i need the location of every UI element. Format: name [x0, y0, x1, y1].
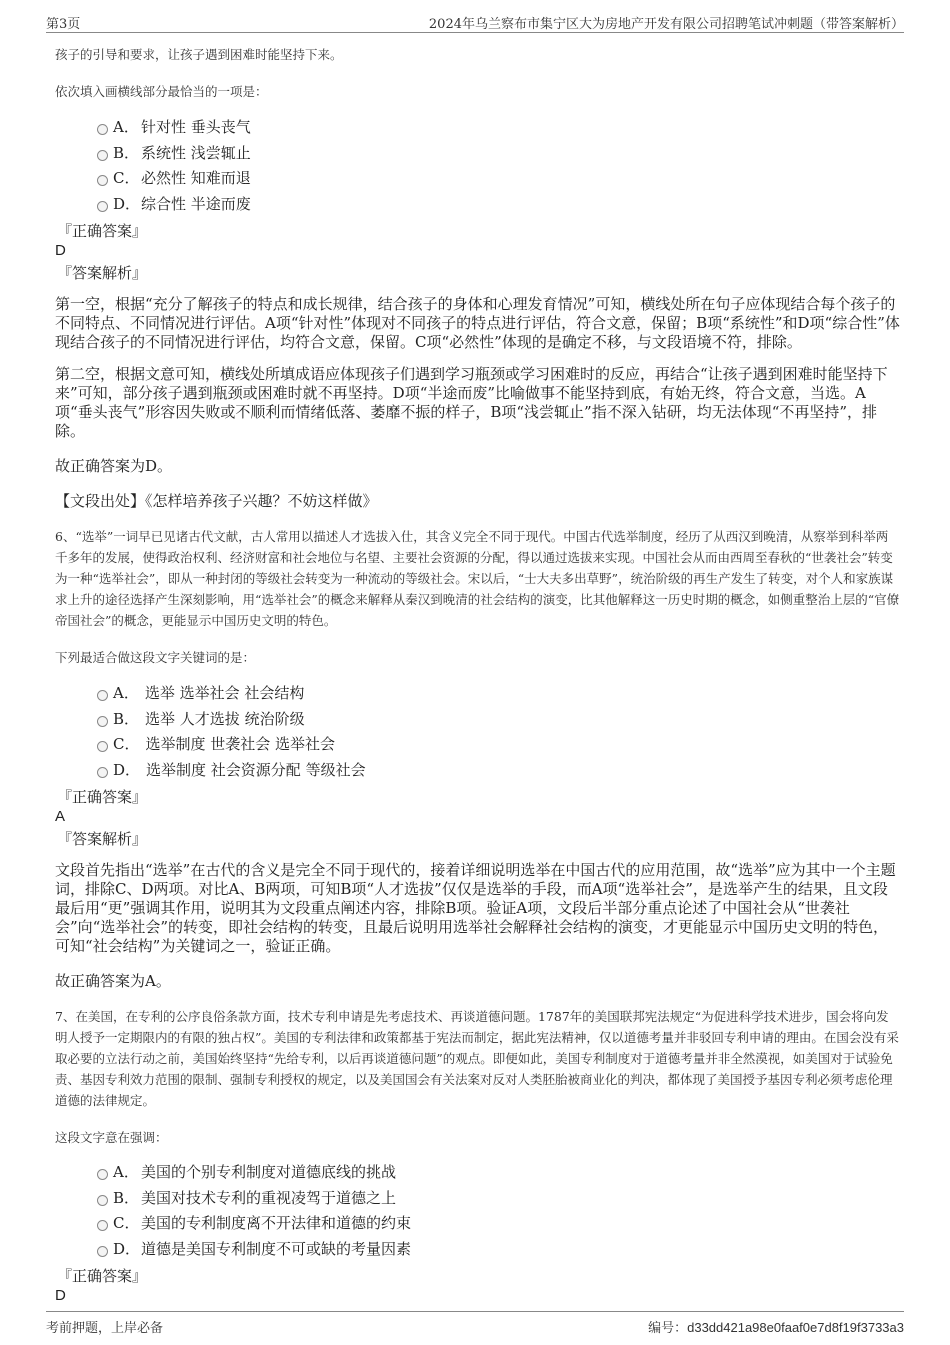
- q5-options: [55, 115, 900, 217]
- q6-prompt: 下列最适合做这段文字关键词的是：: [55, 650, 256, 665]
- q6-option-b[interactable]: B． 选举 人才选拔 统治阶级: [55, 707, 900, 733]
- radio-button[interactable]: [97, 1169, 108, 1180]
- page-footer: [46, 1311, 904, 1342]
- page-header: [46, 10, 904, 33]
- q6-answer-label: 『正确答案』: [57, 788, 148, 806]
- radio-button[interactable]: [97, 767, 108, 778]
- radio-button[interactable]: [97, 175, 108, 186]
- radio-button[interactable]: [97, 1220, 108, 1231]
- q5-analysis-p2: 第二空，根据文意可知，横线处所填成语应体现孩子们遇到学习瓶颈或学习困难时的反应，再结合“让孩子遇到困难时能坚持下来”可知，部分孩子遇到瓶颈或困难时就不再坚持。D项“半途而废”比喻做事不能坚持到底，有始无终，符合文意，当选。A项“垂头丧气”形容因失败或不顺利而情绪低落、萎靡不振的样子，B项“浅尝辄止”指不深入钻研，均无法体现“不再坚持”，排除。: [55, 365, 888, 440]
- q6-option-c[interactable]: C． 选举制度 世袭社会 选举社会: [55, 732, 900, 758]
- radio-button[interactable]: [97, 1246, 108, 1257]
- radio-button[interactable]: [97, 201, 108, 212]
- q6-analysis-p1: 文段首先指出“选举”在古代的含义是完全不同于现代的，接着详细说明选举在中国古代的应用范围，故“选举”应为其中一个主题词，排除C、D两项。对比A、B两项，可知B项“人才选拔”仅仅是选举的手段，而A项“选举社会”，是选举产生的结果，且文段最后用“更”强调其作用，说明其为文段重点阐述内容，排除B项。验证A项，文段后半部分重点论述了中国社会从“世袭社会”向“选举社会”的转变，即社会结构的转变，且最后说明用选举社会解释社会结构的演变，才更能显示中国历史文明的特色，可知“社会结构”为关键词之一，验证正确。: [55, 861, 896, 955]
- document-title: 2024年乌兰察布市集宁区大为房地产开发有限公司招聘笔试冲刺题（带答案解析）: [428, 17, 904, 32]
- q6-option-d[interactable]: D． 选举制度 社会资源分配 等级社会: [55, 758, 900, 784]
- q5-conclusion: 故正确答案为D。: [55, 457, 173, 475]
- q7-option-d[interactable]: D．道德是美国专利制度不可或缺的考量因素: [55, 1237, 900, 1263]
- q5-option-b[interactable]: B． 系统性 浅尝辄止: [55, 141, 900, 167]
- q7-answer: D: [55, 1287, 66, 1304]
- q5-option-c[interactable]: C． 必然性 知难而退: [55, 166, 900, 192]
- q5-analysis-label: 『答案解析』: [57, 264, 148, 282]
- q5-answer: D: [55, 242, 66, 259]
- document-id-label: 编号：: [648, 1320, 688, 1335]
- q7-option-a[interactable]: A． 美国的个别专利制度对道德底线的挑战: [55, 1160, 900, 1186]
- q6-options: [55, 681, 900, 783]
- q7-stem: 7、在美国，在专利的公序良俗条款方面，技术专利申请是先考虑技术、再谈道德问题。1787年的美国联邦宪法规定“为促进科学技术进步，国会将向发明人授予一定期限内的有限的独占权”。美国的专利法律和政策都基于宪法而制定，据此宪法精神，仅以道德考量并非驳回专利申请的理由。在国会没有采取必要的立法行动之前，美国始终坚持“先给专利，以后再谈道德问题”的观点。即便如此，美国专利制度对于道德考量并非全然漠视，如美国对于试验免责、基因专利效力范围的限制、强制专利授权的规定，以及美国国会有关法案对反对人类胚胎被商业化的判决，都体现了美国授予基因专利必须考虑伦理道德的法律规定。: [55, 1009, 899, 1108]
- radio-button[interactable]: [97, 716, 108, 727]
- q6-conclusion: 故正确答案为A。: [55, 972, 171, 990]
- footer-slogan: 考前押题，上岸必备: [46, 1321, 164, 1336]
- q6-option-a[interactable]: A． 选举 选举社会 社会结构: [55, 681, 900, 707]
- radio-button[interactable]: [97, 150, 108, 161]
- q5-answer-label: 『正确答案』: [57, 222, 148, 240]
- q6-analysis-label: 『答案解析』: [57, 830, 148, 848]
- q5-source: 【文段出处】《怎样培养孩子兴趣？不妨这样做》: [55, 492, 378, 510]
- q7-option-b[interactable]: B． 美国对技术专利的重视凌驾于道德之上: [55, 1186, 900, 1212]
- q6-stem: 6、“选举”一词早已见诸古代文献，古人常用以描述人才选拔入仕，其含义完全不同于现代。中国古代选举制度，经历了从西汉到晚清，从察举到科举两千多年的发展，使得政治权利、经济财富和社会地位与名望、主要社会资源的分配，得以通过选拔来实现。中国社会从而由西周至春秋的“世袭社会”转变为一种“选举社会”，即从一种封闭的等级社会转变为一种流动的等级社会。宋以后，“士大夫多出草野”，统治阶级的再生产发生了转变，对个人和家族谋求上升的途径选择产生深刻影响，用“选举社会”的概念来解释从秦汉到晚清的社会结构的演变，比其他解释这一历史时期的概念，如侧重整治上层的“官僚帝国社会”的概念，更能显示中国历史文明的特色。: [55, 529, 900, 628]
- document-body: [55, 42, 900, 1306]
- q7-prompt: 这段文字意在强调：: [55, 1130, 168, 1145]
- radio-button[interactable]: [97, 690, 108, 701]
- q5-option-a[interactable]: A． 针对性 垂头丧气: [55, 115, 900, 141]
- q5-prompt: 依次填入画横线部分最恰当的一项是：: [55, 84, 268, 99]
- q5-passage-end: 孩子的引导和要求，让孩子遇到困难时能坚持下来。: [55, 47, 343, 62]
- q6-answer: A: [55, 808, 66, 825]
- q7-answer-label: 『正确答案』: [57, 1267, 148, 1285]
- document-id: [648, 1317, 904, 1336]
- q7-option-c[interactable]: C． 美国的专利制度离不开法律和道德的约束: [55, 1211, 900, 1237]
- radio-button[interactable]: [97, 124, 108, 135]
- document-id-value: d33dd421a98e0faaf0e7d8f19f3733a3: [687, 1320, 904, 1335]
- radio-button[interactable]: [97, 741, 108, 752]
- q5-analysis-p1: 第一空，根据“充分了解孩子的特点和成长规律，结合孩子的身体和心理发育情况”可知，横线处所在句子应体现结合每个孩子的不同特点、不同情况进行评估。A项“针对性”体现对不同孩子的特点进行评估，符合文意，保留；B项“系统性”和D项“综合性”体现结合孩子的不同情况进行评估，均符合文意，保留。C项“必然性”体现的是确定不移，与文段语境不符，排除。: [55, 295, 900, 351]
- q7-options: [55, 1160, 900, 1262]
- page-number: 第3页: [46, 17, 81, 32]
- radio-button[interactable]: [97, 1195, 108, 1206]
- q5-option-d[interactable]: D．综合性 半途而废: [55, 192, 900, 218]
